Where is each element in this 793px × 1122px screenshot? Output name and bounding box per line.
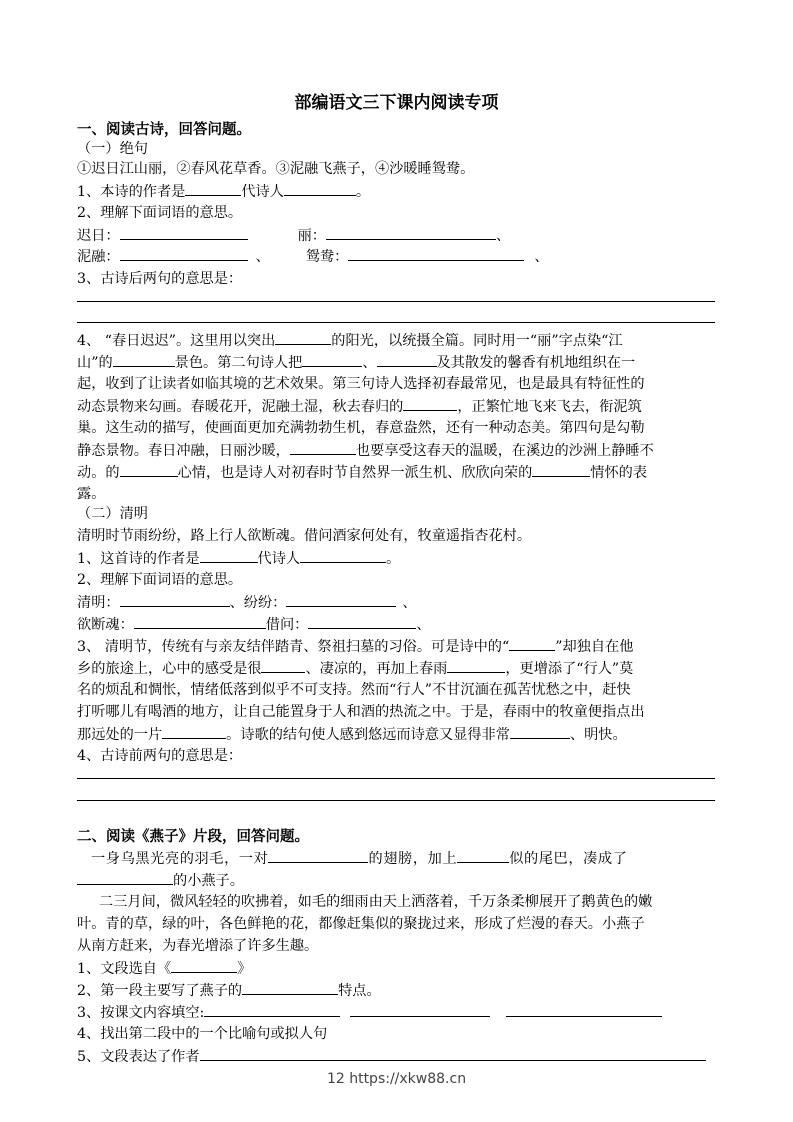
answer-line[interactable] [77,322,715,323]
page-footer: 12 https://xkw88.cn [326,1071,467,1087]
fill-blank[interactable] [77,869,173,885]
word-blank[interactable] [120,224,248,240]
poem-2-q4: 4、古诗前两句的意思是： [77,748,243,764]
poem-1-q4-line-7: 动。的 心情，也是诗人对初春时节自然界一派生机、欣欣向荣的 情怀的表 [77,461,717,484]
passage-para-2-line-2: 叶。青的草，绿的叶，各色鲜艳的花，都像赶集似的聚拢过来，形成了烂漫的春天。小燕子 [77,916,645,932]
fill-blank[interactable] [242,979,338,995]
fill-blank[interactable] [447,657,505,673]
fill-blank[interactable] [403,395,457,411]
fill-blank[interactable] [510,723,570,739]
section-1-heading: 一、阅读古诗，回答问题。 [77,122,251,138]
passage-q1: 1、文段选自《 》 [77,957,717,980]
passage-para-2-line-1: 二三月间，微风轻轻的吹拂着，如毛的细雨由天上洒落着，千万条柔柳展开了鹅黄色的嫩 [99,894,653,910]
fill-blank[interactable] [113,351,175,367]
poem-1-words-row-1: 迟日： 丽： 、 [77,224,717,247]
poem-1-q4-line-2: 山”的 景色。第二句诗人把 、 及其散发的馨香有机地组织在一 [77,351,717,374]
poem-2-q2: 2、理解下面词语的意思。 [77,572,243,588]
fill-blank[interactable] [532,461,590,477]
word-blank[interactable] [308,613,416,629]
passage-q3: 3、按课文内容填空: [77,1001,717,1024]
fill-blank[interactable] [290,439,356,455]
fill-blank[interactable] [204,1001,340,1017]
passage-para-1-line-1: 一身乌黑光亮的羽毛，一对 的翅膀，加上 似的尾巴，凑成了 [77,847,717,870]
fill-blank[interactable] [350,1001,490,1017]
answer-line[interactable] [77,800,715,801]
fill-blank[interactable] [302,351,362,367]
fill-blank[interactable] [506,1001,662,1017]
poem-1-q4-line-4: 动态景物来勾画。春暖花开，泥融土湿，秋去春归的 ，正繁忙地飞来飞去，衔泥筑 [77,395,717,418]
passage-para-2-line-3: 从南方赶来，为春光增添了许多生趣。 [77,938,319,954]
word-blank[interactable] [286,591,396,607]
poem-2-words-row-2: 欲断魂： 借问： 、 [77,613,717,636]
word-blank[interactable] [326,224,496,240]
page-title: 部编语文三下课内阅读专项 [294,93,499,113]
poem-2-words-row-1: 清明： 、纷纷： 、 [77,591,717,614]
poem-1-q4-line-3: 起，收到了让读者如临其境的艺术效果。第三句诗人选择初春最常见，也是最具有特征性的 [77,376,645,392]
word-blank[interactable] [120,591,230,607]
section-2-heading: 二、阅读《燕子》片段，回答问题。 [77,829,309,845]
passage-q5: 5、文段表达了作者 [77,1045,717,1068]
poem-2-q3-line-5: 那远处的一片 。诗歌的结句使人感到悠远而诗意又显得非常 、明快。 [77,723,717,746]
passage-q2: 2、第一段主要写了燕子的 特点。 [77,979,717,1002]
word-blank[interactable] [120,245,248,261]
poem-1-q4-line-1: 4、 “春日迟迟”。这里用以突出 的阳光，以统摄全篇。同时用一“丽”字点染“江 [77,329,717,352]
poem-1-text: ①迟日江山丽，②春风花草香。③泥融飞燕子，④沙暖睡鸳鸯。 [77,161,475,177]
fill-blank[interactable] [162,723,226,739]
poem-2-q3-line-3: 名的烦乱和惆怅，情绪低落到似乎不可支持。然而“行人”不甘沉湎在孤苦忧愁之中，赶快 [77,682,631,698]
fill-blank[interactable] [261,657,305,673]
answer-line[interactable] [77,778,715,779]
word-blank[interactable] [134,613,266,629]
poem-2-q3-line-4: 打听哪儿有喝酒的地方，让自己能置身于人和酒的热流之中。于是，春雨中的牧童便指点出 [77,704,645,720]
poem-1-words-row-2: 泥融： 、 鸳鸯： 、 [77,245,717,268]
author-blank[interactable] [185,180,241,196]
poem-1-q4-line-6: 静态景物。春日冲融，日丽沙暖， 也要享受这春天的温暖，在溪边的沙洲上静睡不 [77,439,717,462]
fill-blank[interactable] [268,847,368,863]
poem-2-q3-line-1: 3、 清明节，传统有与亲友结伴踏青、祭祖扫墓的习俗。可是诗中的“ ”却独自在他 [77,635,717,658]
answer-line[interactable] [77,301,715,302]
author-blank[interactable] [200,547,258,563]
poem-1-q3: 3、古诗后两句的意思是： [77,271,243,287]
fill-blank[interactable] [377,351,437,367]
source-blank[interactable] [171,957,237,973]
dynasty-blank[interactable] [284,180,356,196]
poem-1-q2: 2、理解下面词语的意思。 [77,205,243,221]
answer-line[interactable] [200,1045,706,1061]
poem-1-label: （一）绝句 [77,141,148,157]
poem-2-label: （二）清明 [77,506,148,522]
poem-2-q3-line-2: 乡的旅途上，心中的感受是很 、凄凉的，再加上春雨 ，更增添了“行人”莫 [77,657,717,680]
passage-para-1-line-2: 的小燕子。 [77,869,717,892]
poem-1-q4-line-5: 巢。这生动的描写，使画面更加充满勃勃生机，春意盎然，还有一种动态美。第四句是勾勒 [77,420,645,436]
word-blank[interactable] [348,245,524,261]
dynasty-blank[interactable] [300,547,386,563]
fill-blank[interactable] [509,635,555,651]
poem-1-q4-line-8: 露。 [77,486,106,502]
poem-1-q1: 1、本诗的作者是 代诗人 。 [77,180,717,203]
fill-blank[interactable] [120,461,178,477]
passage-q4: 4、找出第二段中的一个比喻句或拟人句 [77,1026,328,1042]
fill-blank[interactable] [457,847,509,863]
fill-blank[interactable] [275,329,331,345]
poem-2-q1: 1、这首诗的作者是 代诗人 。 [77,547,717,570]
poem-2-text: 清明时节雨纷纷，路上行人欲断魂。借问酒家何处有，牧童遥指杏花村。 [77,528,532,544]
